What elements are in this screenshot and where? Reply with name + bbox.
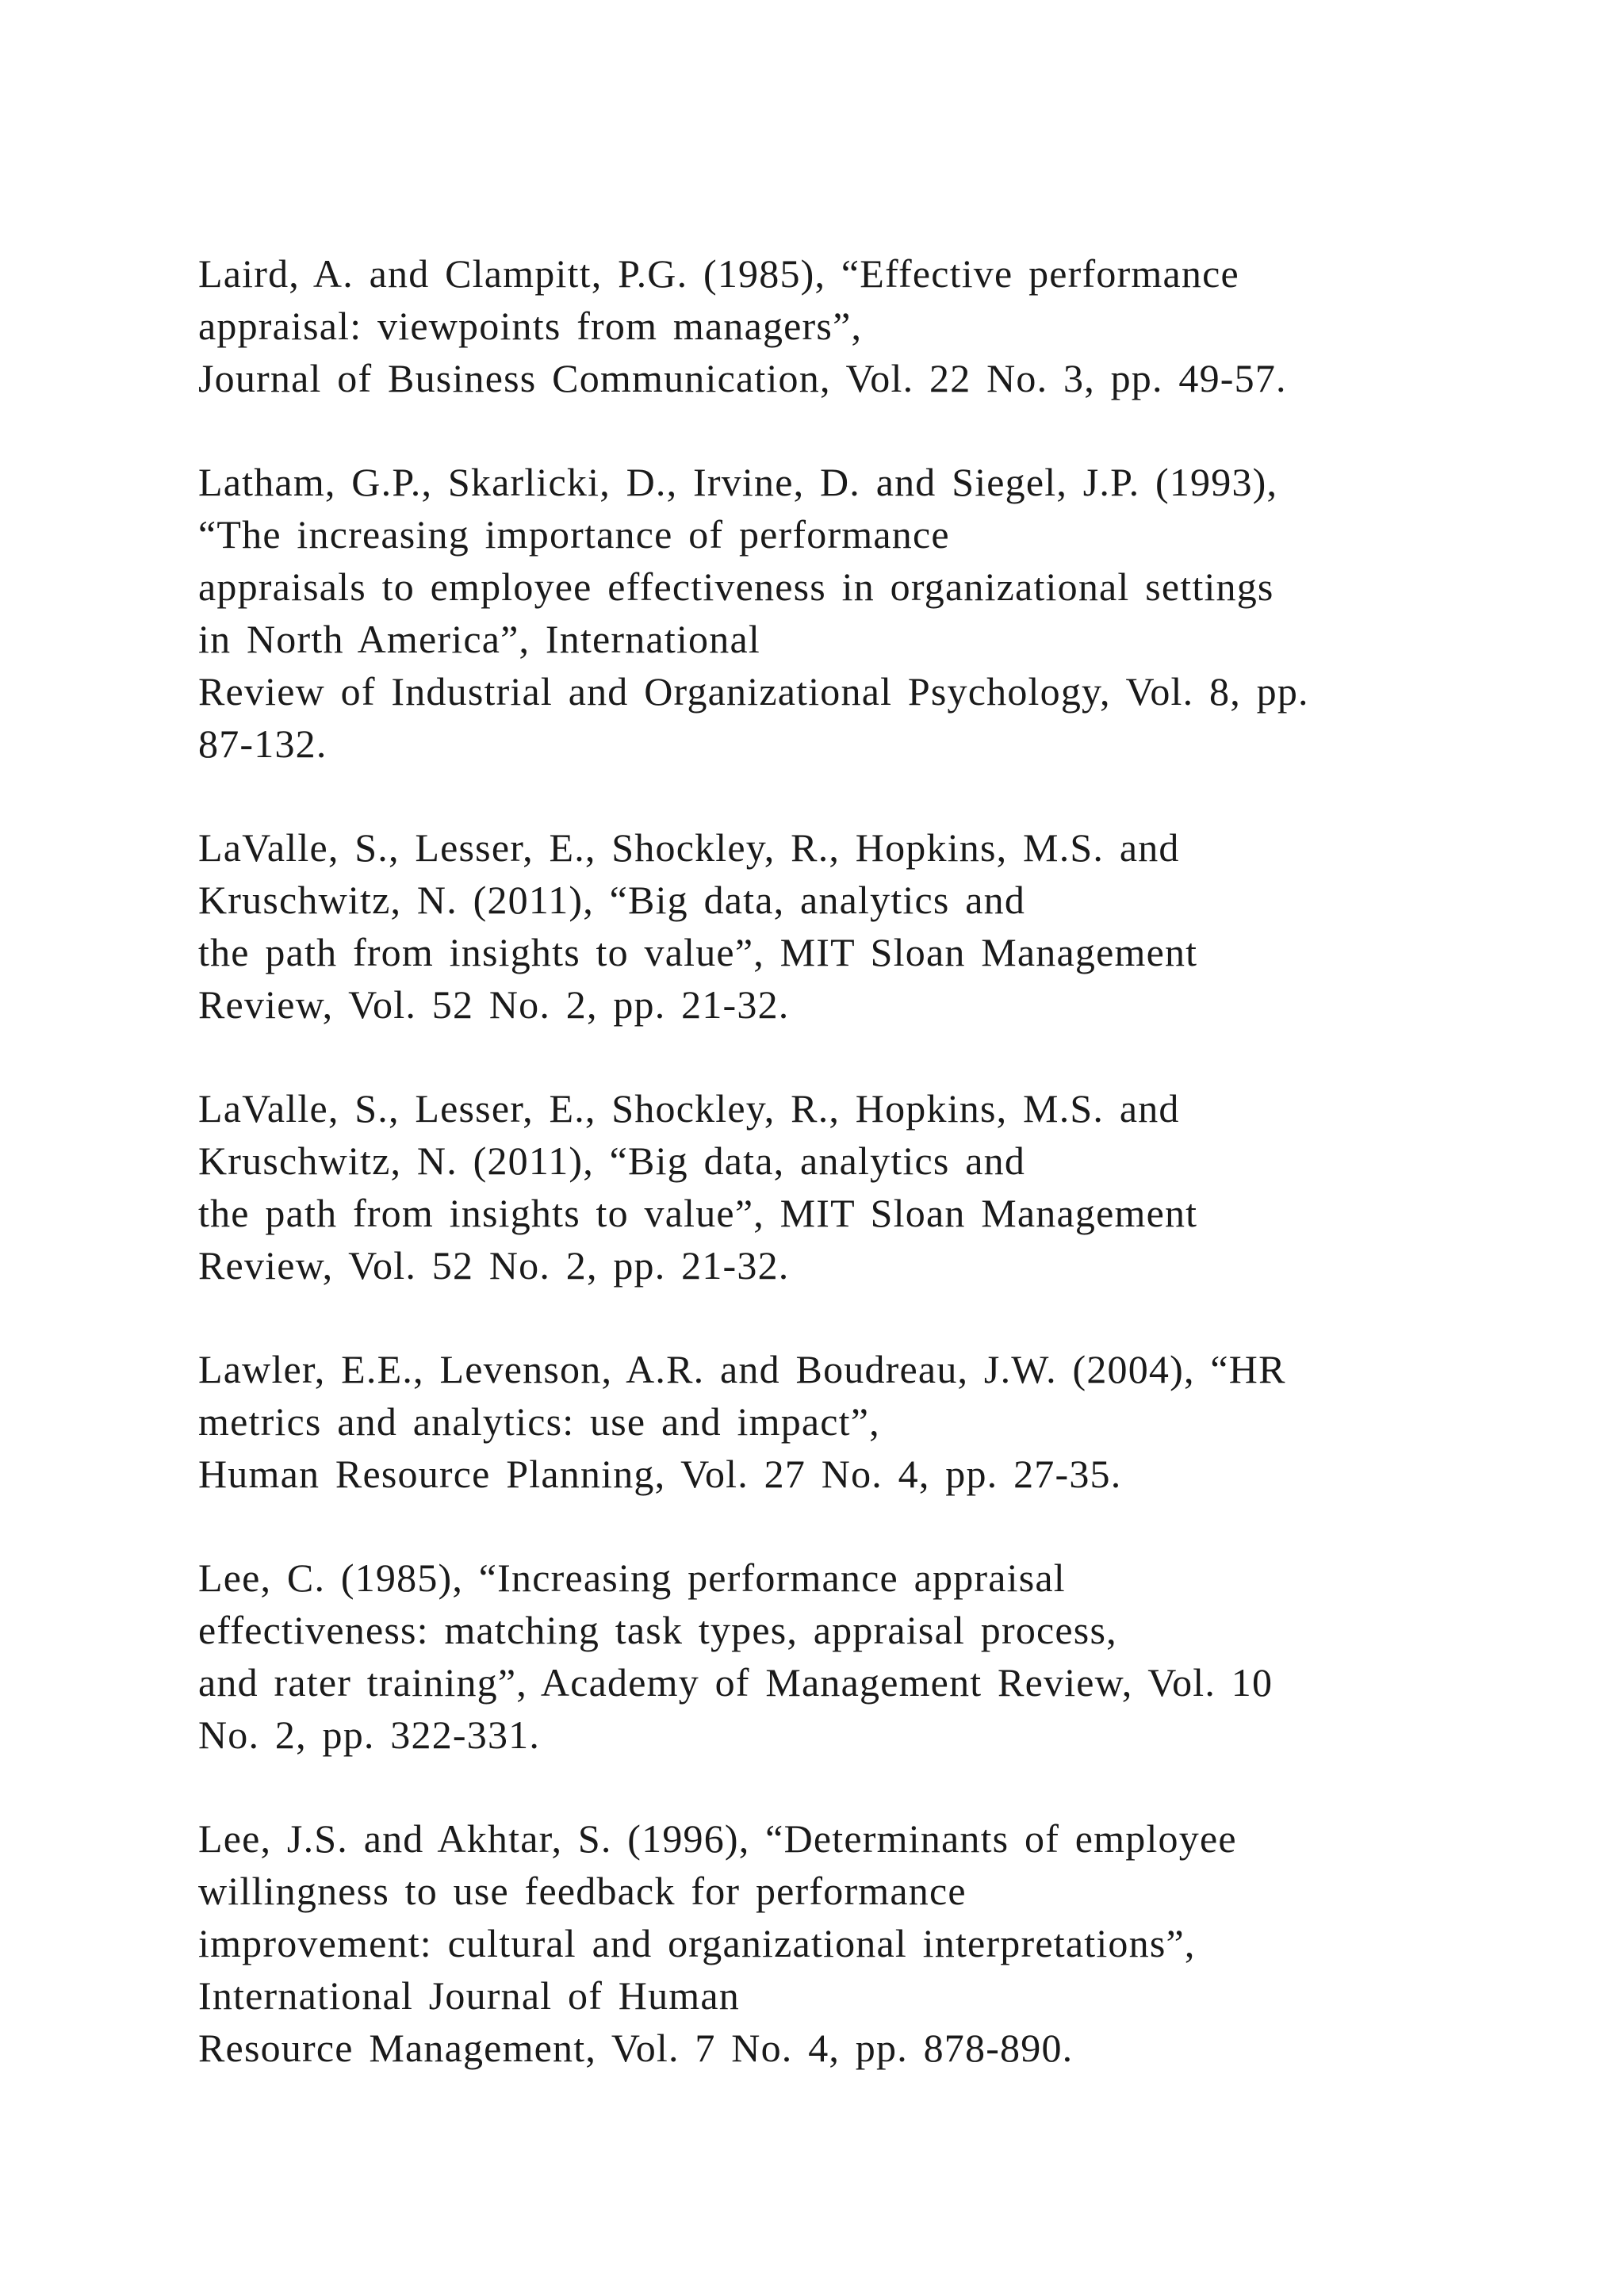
reference-list [198,247,1483,2126]
reference-line: effectiveness: matching task types, appraisal process, [198,1608,1117,1652]
reference-entry [198,456,1483,770]
reference-line: Latham, G.P., Skarlicki, D., Irvine, D. and Siegel, J.P. (1993), [198,460,1278,504]
reference-line: appraisal: viewpoints from managers”, [198,304,863,348]
reference-line: Review of Industrial and Organizational Psychology, Vol. 8, pp. [198,669,1309,714]
reference-line: Lee, J.S. and Akhtar, S. (1996), “Determinants of employee [198,1816,1237,1861]
reference-line: “The increasing importance of performance [198,512,950,557]
reference-line: International Journal of Human [198,1973,740,2018]
reference-line: 87-132. [198,721,327,766]
reference-line: Review, Vol. 52 No. 2, pp. 21-32. [198,982,790,1027]
reference-entry [198,1552,1483,1761]
reference-line: Journal of Business Communication, Vol. 22 No. 3, pp. 49-57. [198,356,1287,400]
reference-line: Kruschwitz, N. (2011), “Big data, analytics and [198,1138,1026,1183]
reference-line: Resource Management, Vol. 7 No. 4, pp. 878-890. [198,2026,1074,2070]
reference-line: and rater training”, Academy of Management Review, Vol. 10 [198,1660,1274,1705]
reference-line: Lawler, E.E., Levenson, A.R. and Boudreau, J.W. (2004), “HR [198,1347,1286,1391]
reference-line: Kruschwitz, N. (2011), “Big data, analytics and [198,878,1026,922]
reference-line: No. 2, pp. 322-331. [198,1712,541,1757]
reference-entry [198,1343,1483,1500]
reference-entry [198,1812,1483,2074]
reference-line: Laird, A. and Clampitt, P.G. (1985), “Effective performance [198,251,1239,296]
reference-line: in North America”, International [198,617,760,661]
reference-line: metrics and analytics: use and impact”, [198,1399,880,1444]
reference-line: LaValle, S., Lesser, E., Shockley, R., Hopkins, M.S. and [198,1086,1180,1131]
reference-line: appraisals to employee effectiveness in organizational settings [198,564,1274,609]
reference-line: Human Resource Planning, Vol. 27 No. 4, pp. 27-35. [198,1452,1122,1496]
reference-entry [198,1082,1483,1292]
reference-line: willingness to use feedback for performance [198,1869,967,1913]
reference-line: the path from insights to value”, MIT Sloan Management [198,1191,1198,1235]
reference-line: the path from insights to value”, MIT Sloan Management [198,930,1198,974]
reference-entry [198,821,1483,1031]
reference-line: Review, Vol. 52 No. 2, pp. 21-32. [198,1243,790,1288]
reference-line: LaValle, S., Lesser, E., Shockley, R., Hopkins, M.S. and [198,825,1180,870]
reference-line: Lee, C. (1985), “Increasing performance appraisal [198,1556,1066,1600]
reference-entry [198,247,1483,404]
reference-line: improvement: cultural and organizational interpretations”, [198,1921,1196,1965]
